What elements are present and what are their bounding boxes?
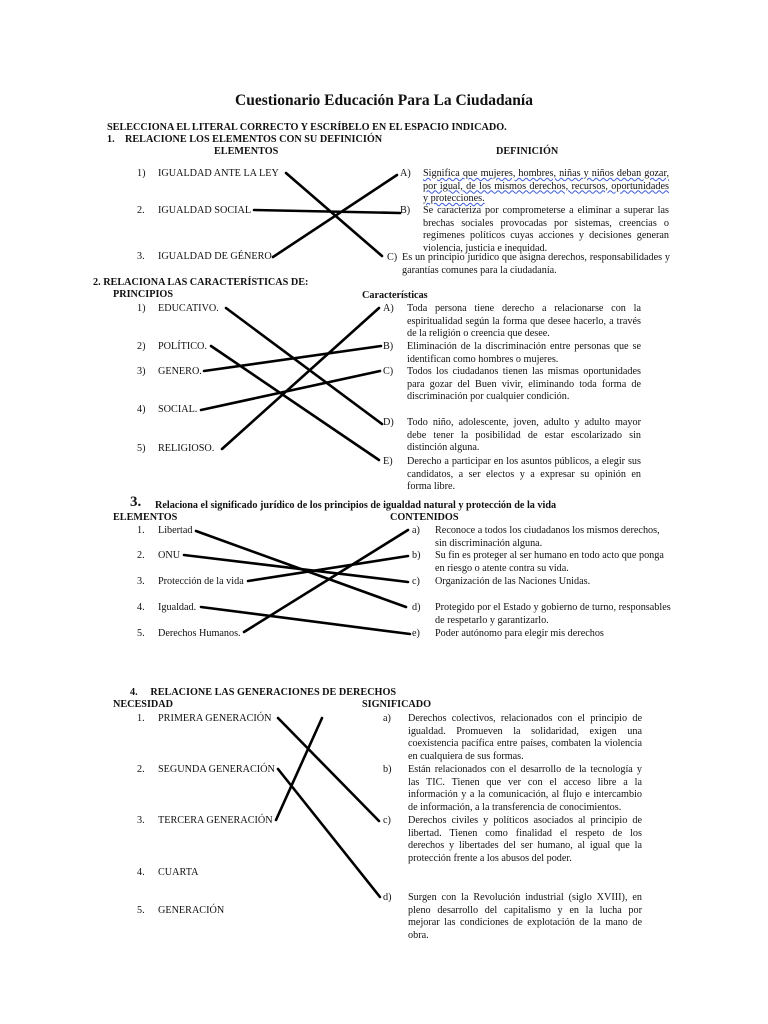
s2-item-num: 5) [137, 443, 146, 454]
s3-item-num: 3. [137, 576, 145, 587]
s3-item-label: ONU [158, 550, 181, 561]
s4-def-letter: a) [383, 713, 391, 724]
s4-def-text: Surgen con la Revolución industrial (siglo XVIII), en pleno desarrollo del capitalismo y en la lucha por mejorar las condiciones de explotación de la mano de obra. [408, 892, 642, 941]
s3-def-text: Organización de las Naciones Unidas. [435, 576, 591, 587]
s2-item-num: 1) [137, 303, 146, 314]
s4-def-letter: c) [383, 815, 391, 826]
s2-def-letter: B) [383, 341, 394, 352]
s1-item-num: 2. [137, 205, 145, 216]
s1-def-text: Se caracteriza por comprometerse a eliminar a superar las brechas sociales provocadas por sistemas, creencias o regímenes políticos cuyas acciones y decisiones generan violencia, justicia e inequidad. [423, 205, 669, 254]
s4-def-letter: d) [383, 892, 392, 903]
s3-def-letter: d) [412, 602, 421, 613]
s4-def-text: Están relacionados con el desarrollo de la tecnología y las TIC. Tienen que ver con el acceso libre a la información y a la comunicación, al flujo e intercambio de información, a la transferencia de conocimientos. [408, 764, 642, 813]
s1-heading-num: 1. [107, 134, 115, 145]
page-title: Cuestionario Educación Para La Ciudadanía [235, 92, 533, 109]
s3-def-letter: b) [412, 550, 421, 561]
s1-item-label: IGUALDAD DE GÉNERO [158, 251, 272, 262]
s4-heading: 4. RELACIONE LAS GENERACIONES DE DERECHOS [130, 687, 397, 698]
s3-item-label: Igualdad. [158, 602, 197, 613]
s2-def-letter: D) [383, 417, 394, 428]
s4-item-label: CUARTA [158, 867, 199, 878]
match-line-3-5 [244, 530, 408, 632]
s2-item-label: EDUCATIVO. [158, 303, 219, 314]
s2-def-text: Toda persona tiene derecho a relacionarse con la espiritualidad según la forma que desee hacerlo, a través de la religión o creencia que desee. [407, 303, 641, 340]
s4-item-label: TERCERA GENERACIÓN [158, 815, 273, 826]
s2-heading: 2. RELACIONA LAS CARACTERÍSTICAS DE: [93, 277, 309, 288]
s1-col-left: ELEMENTOS [214, 146, 279, 157]
s1-def-text: Es un principio jurídico que asigna derechos, responsabilidades y garantías comunes para la ciudadanía. [402, 252, 670, 276]
s3-def-letter: a) [412, 525, 420, 536]
s2-item-label: SOCIAL. [158, 404, 198, 415]
s2-item-num: 3) [137, 366, 146, 377]
s4-def-text: Derechos civiles y políticos asociados al principio de libertad. Tienen como finalidad el respeto de los derechos y libertades del ser humano, al igual que la protección frente a los abusos del poder. [408, 815, 642, 864]
match-line-1-1 [286, 173, 382, 256]
s2-col-right: Características [362, 290, 428, 301]
s2-def-text: Derecho a participar en los asuntos públicos, a elegir sus candidatos, a ser electos y a expresar su opinión en forma libre. [407, 456, 641, 493]
s4-item-num: 3. [137, 815, 145, 826]
s2-item-label: POLÍTICO. [158, 341, 207, 352]
match-line-4-2 [278, 769, 380, 897]
s3-heading: Relaciona el significado jurídico de los principios de igualdad natural y protección de la vida [155, 500, 557, 511]
s3-def-letter: e) [412, 628, 420, 639]
s2-col-left: PRINCIPIOS [113, 289, 174, 300]
s4-item-num: 4. [137, 867, 145, 878]
match-line-4-1 [278, 718, 379, 821]
s1-def-text: Significa que mujeres, hombres, niñas y niños deban gozar, por igual, de los mismos derechos, recursos, oportunidades y protecciones. [423, 168, 669, 205]
s2-item-label: GENERO. [158, 366, 202, 377]
s3-col-left: ELEMENTOS [113, 512, 178, 523]
s4-def-text: Derechos colectivos, relacionados con el principio de igualdad. Promueven la solidaridad, exigen una coexistencia pacífica entre países, combaten la violencia en cualquiera de sus formas. [408, 713, 642, 762]
s1-item-label: IGUALDAD ANTE LA LEY [158, 168, 279, 179]
s2-item-num: 4) [137, 404, 146, 415]
s1-def-letter: B) [400, 205, 411, 216]
match-line-3-4 [201, 607, 410, 634]
s2-item-label: RELIGIOSO. [158, 443, 215, 454]
s4-item-label: GENERACIÓN [158, 905, 225, 916]
s3-item-label: Protección de la vida [158, 576, 244, 587]
match-line-4-3 [276, 718, 322, 820]
s3-def-text: Su fin es proteger al ser humano en todo acto que ponga en riesgo o atente contra su vida. [435, 550, 664, 574]
s3-heading-num: 3. [130, 494, 142, 510]
s1-def-letter: C) [387, 252, 398, 263]
s3-item-num: 2. [137, 550, 145, 561]
s1-item-num: 1) [137, 168, 146, 179]
s3-item-label: Derechos Humanos. [158, 628, 241, 639]
s2-def-letter: A) [383, 303, 394, 314]
s4-item-num: 2. [137, 764, 145, 775]
s1-heading: RELACIONE LOS ELEMENTOS CON SU DEFINICIÓN [125, 134, 383, 145]
s3-item-label: Libertad [158, 525, 193, 536]
s2-def-text: Todo niño, adolescente, joven, adulto y adulto mayor debe tener la posibilidad de estar escolarizado sin distinción alguna. [407, 417, 641, 454]
s1-def-letter: A) [400, 168, 411, 179]
s3-def-text: Poder autónomo para elegir mis derechos [435, 628, 604, 639]
match-line-2-5 [222, 308, 379, 449]
match-line-1-2 [254, 210, 400, 213]
match-line-1-3 [273, 175, 397, 257]
s2-def-letter: C) [383, 366, 394, 377]
s4-col-left: NECESIDAD [113, 699, 174, 710]
s3-item-num: 4. [137, 602, 145, 613]
s4-item-label: SEGUNDA GENERACIÓN [158, 764, 275, 775]
s4-col-right: SIGNIFICADO [362, 699, 432, 710]
s3-def-text: Reconoce a todos los ciudadanos los mismos derechos, sin discriminación alguna. [435, 525, 660, 549]
s3-item-num: 5. [137, 628, 145, 639]
s3-item-num: 1. [137, 525, 145, 536]
s3-def-letter: c) [412, 576, 420, 587]
s1-col-right: DEFINICIÓN [496, 146, 559, 157]
s3-col-right: CONTENIDOS [390, 512, 459, 523]
match-line-3-2 [184, 555, 408, 582]
s3-def-text: Protegido por el Estado y gobierno de turno, responsables de respetarlo y garantizarlo. [435, 602, 671, 626]
s1-item-label: IGUALDAD SOCIAL [158, 205, 252, 216]
s2-def-text: Todos los ciudadanos tienen las mismas oportunidades para gozar del Buen vivir, eliminando toda forma de discriminación por cualquier condición. [407, 366, 641, 403]
s4-def-letter: b) [383, 764, 392, 775]
instruction: SELECCIONA EL LITERAL CORRECTO Y ESCRÍBELO EN EL ESPACIO INDICADO. [107, 122, 507, 133]
s4-item-num: 1. [137, 713, 145, 724]
s2-item-num: 2) [137, 341, 146, 352]
s4-item-num: 5. [137, 905, 145, 916]
s4-item-label: PRIMERA GENERACIÓN [158, 713, 272, 724]
s2-def-letter: E) [383, 456, 393, 467]
s2-def-text: Eliminación de la discriminación entre personas que se identifican como hombres o mujeres. [407, 341, 641, 365]
s1-item-num: 3. [137, 251, 145, 262]
